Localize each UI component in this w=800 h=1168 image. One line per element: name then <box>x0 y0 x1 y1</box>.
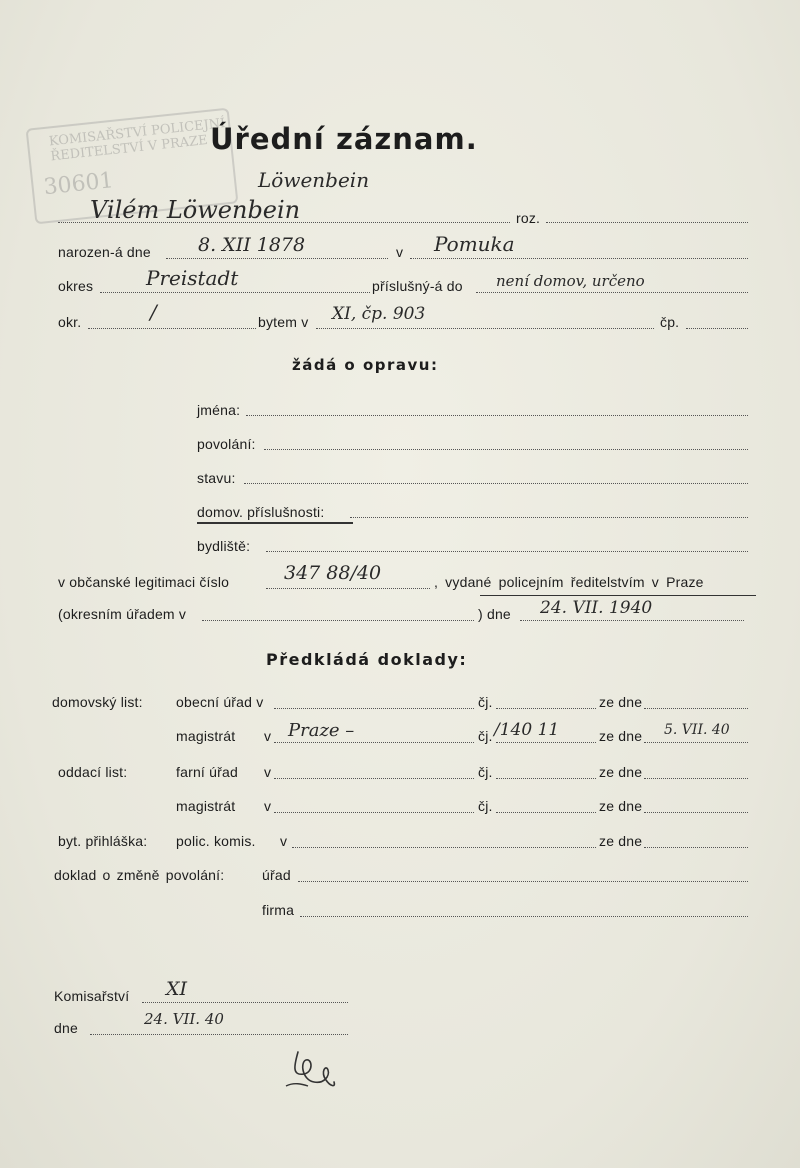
footer-dne-label: dne <box>54 1020 78 1036</box>
cj-line-3 <box>496 778 596 779</box>
cj-label-1: čj. <box>478 694 493 710</box>
cj-line-1 <box>496 708 596 709</box>
legitimace-dne-line <box>520 620 744 621</box>
ze-dne-label-5: ze dne <box>599 833 643 849</box>
roz-line <box>546 222 748 223</box>
handwritten-bytem: XI, čp. 903 <box>332 304 426 324</box>
domov-label: domov. příslušnosti: <box>197 504 325 520</box>
prislusny-label: příslušný-á do <box>372 278 463 294</box>
handwritten-legitimace-date: 24. VII. 1940 <box>540 598 653 618</box>
urad-label: úřad <box>262 867 291 883</box>
cj-label-3: čj. <box>478 764 493 780</box>
domov-line <box>350 517 748 518</box>
place-line <box>410 258 748 259</box>
jmena-line <box>246 415 748 416</box>
roz-label: roz. <box>516 210 541 226</box>
firma-line <box>300 916 748 917</box>
ze-dne-label-3: ze dne <box>599 764 643 780</box>
v-label: v <box>396 244 404 260</box>
handwritten-cj: /140 11 <box>494 720 560 740</box>
povolani-label: povolání: <box>197 436 256 452</box>
ze-dne-label-4: ze dne <box>599 798 643 814</box>
magistrat-line-2 <box>274 812 474 813</box>
v-label-mag-1: v <box>264 728 272 744</box>
narozen-label: narozen-á dne <box>58 244 151 260</box>
footer-dne-line <box>90 1034 348 1035</box>
handwritten-magistrat: Praze – <box>288 720 355 741</box>
polic-line <box>292 847 596 848</box>
cj-label-4: čj. <box>478 798 493 814</box>
okres-label: okres <box>58 278 94 294</box>
obecni-urad-line <box>274 708 474 709</box>
bydliste-line <box>266 551 748 552</box>
cp-line <box>686 328 748 329</box>
stavu-line <box>244 483 748 484</box>
povolani-line <box>264 449 748 450</box>
domovsky-label: domovský list: <box>52 694 143 710</box>
handwritten-birthdate: 8. XII 1878 <box>198 234 306 256</box>
domov-underline <box>197 522 353 524</box>
handwritten-birthplace: Pomuka <box>434 232 515 256</box>
okresnim-line <box>202 620 474 621</box>
legitimace-dne-label: ) dne <box>478 606 511 622</box>
cj-line-2 <box>496 742 596 743</box>
ze-dne-line-4 <box>644 812 748 813</box>
magistrat-line-1 <box>274 742 474 743</box>
doklad-zmene-label: doklad o změně povolání: <box>54 867 225 883</box>
legitimace-suffix: , vydané policejním ředitelstvím v Praze <box>434 574 704 590</box>
v-label-polic: v <box>280 833 288 849</box>
handwritten-legitimace-cislo: 347 88/40 <box>284 562 382 584</box>
magistrat-label-2: magistrát <box>176 798 236 814</box>
signature <box>284 1046 348 1094</box>
firma-label: firma <box>262 902 295 918</box>
handwritten-komisarstvi: XI <box>166 978 188 1000</box>
bytem-label: bytem v <box>258 314 309 330</box>
farni-label: farní úřad <box>176 764 238 780</box>
stavu-label: stavu: <box>197 470 236 486</box>
handwritten-footer-date: 24. VII. 40 <box>144 1010 224 1028</box>
predklada-heading: Předkládá doklady: <box>266 650 468 669</box>
komisarstvi-label: Komisařství <box>54 988 130 1004</box>
okr-label: okr. <box>58 314 82 330</box>
oddaci-label: oddací list: <box>58 764 128 780</box>
handwritten-okres: Preistadt <box>146 266 239 290</box>
cp-label: čp. <box>660 314 680 330</box>
magistrat-label-1: magistrát <box>176 728 236 744</box>
name-line <box>58 222 510 223</box>
farni-line <box>274 778 474 779</box>
handwritten-name: Vilém Löwenbein <box>90 196 301 224</box>
prislusny-line <box>476 292 748 293</box>
ze-dne-line-5 <box>644 847 748 848</box>
okres-line <box>100 292 370 293</box>
urad-line <box>298 881 748 882</box>
handwritten-name-upper: Löwenbein <box>258 168 370 192</box>
ze-dne-label-2: ze dne <box>599 728 643 744</box>
narozen-line <box>166 258 388 259</box>
bytem-line <box>316 328 654 329</box>
cj-line-4 <box>496 812 596 813</box>
legitimace-prefix: v občanské legitimaci číslo <box>58 574 230 590</box>
stamp-text: KOMISAŘSTVÍ POLICEJNÍ ŘEDITELSTVÍ V PRAZE <box>48 116 226 165</box>
jmena-label: jména: <box>197 402 241 418</box>
v-label-mag-2: v <box>264 798 272 814</box>
byt-prihlaska-label: byt. přihláška: <box>58 833 148 849</box>
obecni-urad-label: obecní úřad v <box>176 694 264 710</box>
ze-dne-line-3 <box>644 778 748 779</box>
zada-heading: žádá o opravu: <box>292 356 439 374</box>
stamp-number: 30601 <box>42 168 115 201</box>
cj-label-2: čj. <box>478 728 493 744</box>
polic-komis-label: polic. komis. <box>176 833 256 849</box>
ze-dne-line-1 <box>644 708 748 709</box>
okresnim-label: (okresním úřadem v <box>58 606 187 622</box>
komisarstvi-line <box>142 1002 348 1003</box>
v-label-farni: v <box>264 764 272 780</box>
handwritten-okr: / <box>150 300 157 324</box>
bydliste-label: bydliště: <box>197 538 251 554</box>
document-title: Úřední záznam. <box>210 122 478 156</box>
ze-dne-line-2 <box>644 742 748 743</box>
legitimace-line <box>266 588 430 589</box>
praha-underline <box>480 595 756 596</box>
handwritten-prislusny: není domov, určeno <box>496 272 645 290</box>
okr-line <box>88 328 256 329</box>
ze-dne-label-1: ze dne <box>599 694 643 710</box>
handwritten-ze-dne: 5. VII. 40 <box>664 722 730 738</box>
